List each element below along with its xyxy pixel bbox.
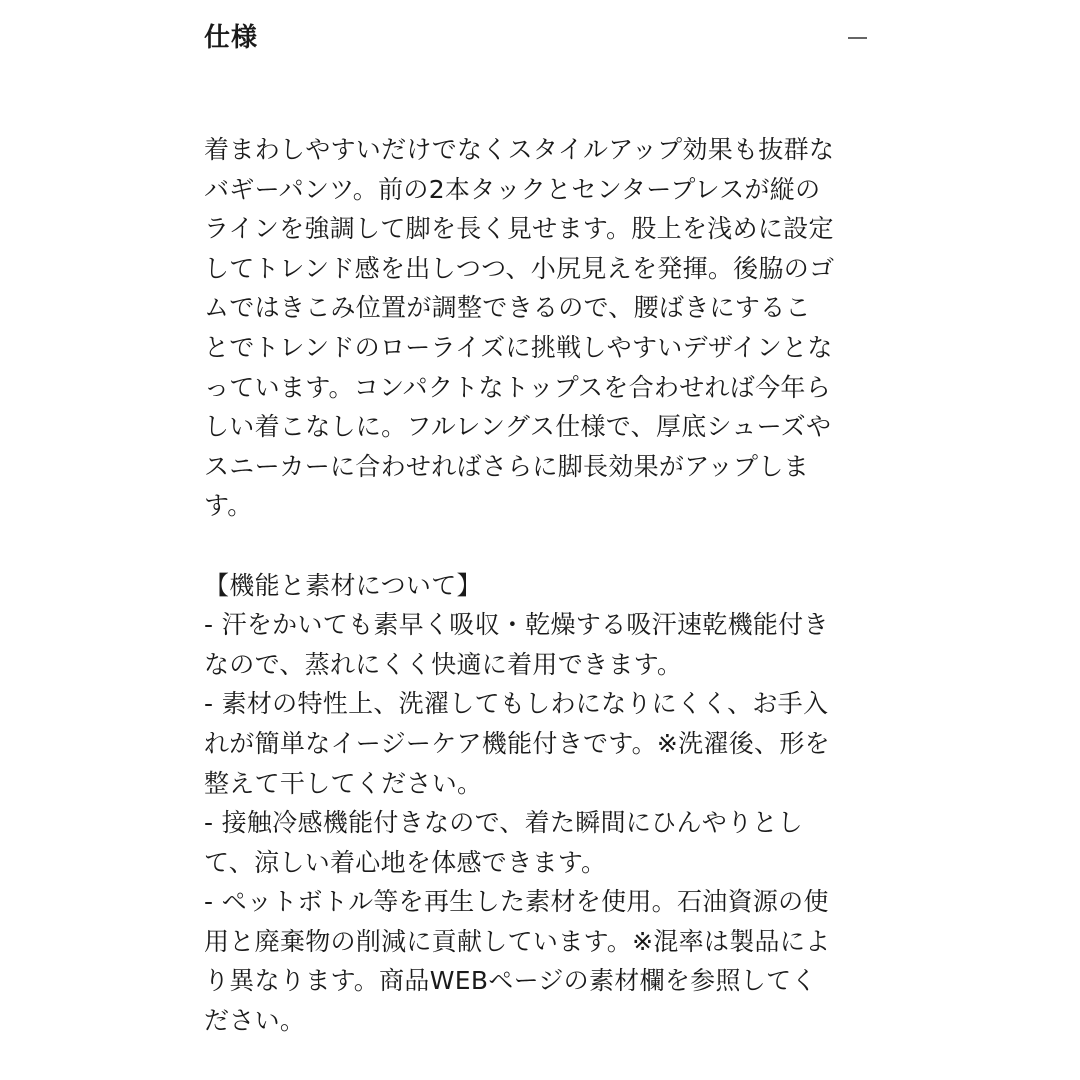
collapse-button[interactable] [846,26,870,50]
description-line: ラインを強調して脚を長く見せます。股上を浅めに設定 [204,214,834,244]
feature-line: - 素材の特性上、洗濯してもしわになりにくく、お手入 [204,689,829,719]
description-line: っています。コンパクトなトップスを合わせれば今年ら [204,372,832,402]
features-heading: 【機能と素材について】 [204,570,482,600]
features-paragraph [204,566,884,1041]
feature-line: - 接触冷感機能付きなので、着た瞬間にひんやりとし [204,808,803,838]
description-line: 着まわしやすいだけでなくスタイルアップ効果も抜群な [204,135,835,164]
feature-line: て、涼しい着心地を体感できます。 [204,847,607,877]
feature-line: - 汗をかいても素早く吸収・乾燥する吸汗速乾機能付き [204,610,829,640]
feature-line: - ペットボトル等を再生した素材を使用。石油資源の使 [204,887,829,917]
spec-header[interactable] [204,18,870,58]
description-line: とでトレンドのローライズに挑戦しやすいデザインとな [204,332,833,362]
paragraph-spacer [204,526,884,566]
description-line: す。 [204,491,253,521]
minus-icon [848,37,867,39]
description-line: ムではきこみ位置が調整できるので、腰ばきにするこ [204,293,811,323]
description-line: スニーカーに合わせればさらに脚長効果がアップしま [204,451,809,481]
feature-line: 用と廃棄物の削減に貢献しています。※混率は製品によ [204,926,831,956]
description-paragraph [204,130,884,526]
description-line: しい着こなしに。フルレングス仕様で、厚底シューズや [204,412,832,442]
feature-line: 整えて干してください。 [204,768,483,798]
feature-line: れが簡単なイージーケア機能付きです。※洗濯後、形を [204,728,830,758]
section-title: 仕様 [204,23,259,53]
description-line: してトレンド感を出しつつ、小尻見えを発揮。後脇のゴ [204,253,835,283]
feature-line: ださい。 [204,1006,306,1036]
feature-line: り異なります。商品WEBページの素材欄を参照してく [204,966,817,996]
feature-line: なので、蒸れにくく快適に着用できます。 [204,649,683,679]
spec-body [204,130,884,1041]
description-line: バギーパンツ。前の2本タックとセンタープレスが縦の [204,174,821,204]
